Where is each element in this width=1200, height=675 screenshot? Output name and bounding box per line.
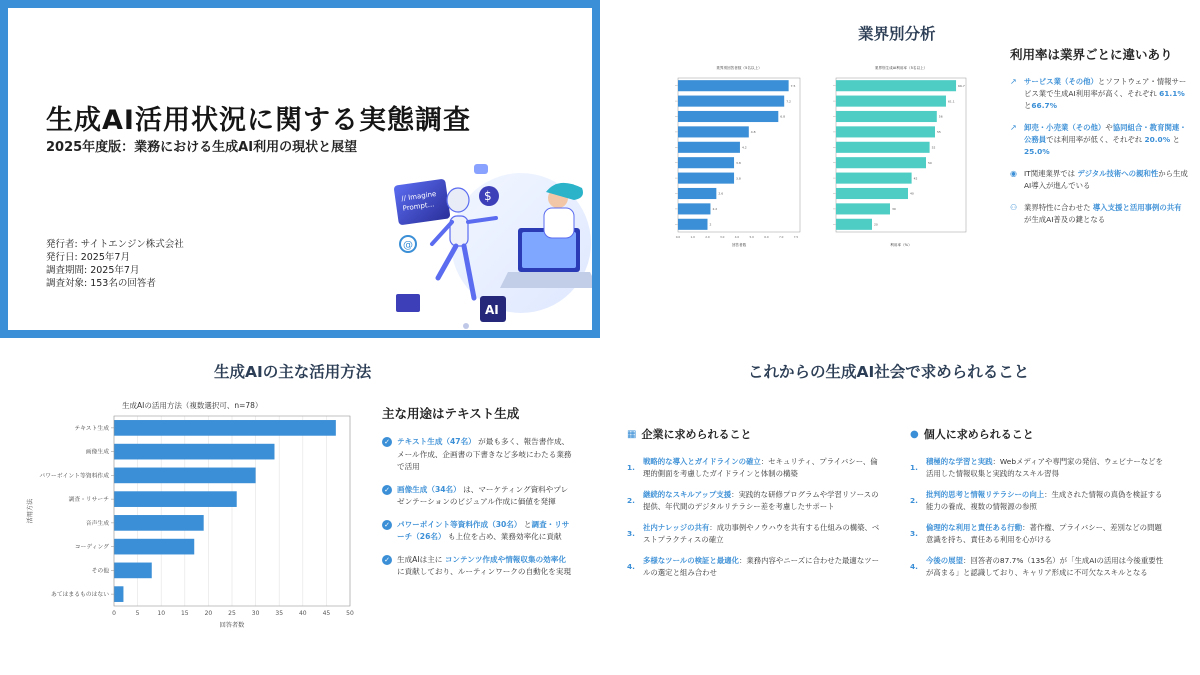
bar [678, 111, 778, 122]
usage-point-text [397, 554, 572, 579]
category-label: テキスト生成 [74, 425, 109, 432]
item-number: 2. [910, 496, 918, 505]
bar [678, 126, 749, 137]
bar [678, 142, 740, 153]
item-body: ：実践的な研修プログラムや学習リソースの提供、年代間のデジタルリテラシー差を考慮したサポート [643, 490, 879, 511]
body-text: は、マーケティング資料やプレゼンテーションのビジュアル作成に価値を発揮 [397, 484, 569, 506]
bar-value-label: 3.8 [736, 160, 741, 165]
bar-value-label: 4.8 [750, 130, 756, 135]
highlight-text: 卸売・小売業（その他） [1024, 123, 1106, 132]
bar-value-label: 50 [928, 160, 932, 165]
bar-value-label: 4.2 [741, 145, 747, 150]
bar-value-label: 30 [892, 207, 896, 212]
body-text: 生成AIは主に [397, 554, 445, 564]
requirement-item [627, 522, 885, 546]
company-heading-label: 企業に求められること [641, 428, 752, 441]
tick-label: 1.0 [690, 235, 695, 239]
body-text: とソフトウェア・情報サービス業 [1024, 77, 1187, 98]
highlight-text: 20.0% [1144, 135, 1171, 144]
usage-point [382, 484, 572, 509]
x-axis-label: 回答者数 [731, 243, 747, 247]
bar-value-label: 66.7 [958, 83, 965, 88]
x-tick-label: 0 [112, 610, 116, 617]
robot-ai-illustration [386, 148, 598, 338]
chart-icon: ↗ [1010, 77, 1017, 86]
survey-target-line: 調査対象: 153名の回答者 [46, 278, 156, 289]
item-text [643, 555, 885, 579]
item-body: ：業務内容やニーズに合わせた最適なツールの選定と組み合わせ [643, 556, 879, 577]
highlight-text: パワーポイント等資料作成（30名） [397, 519, 522, 529]
body-text: と [1024, 101, 1032, 110]
x-tick-label: 30 [251, 610, 260, 617]
industry-analysis-slide [600, 0, 1200, 338]
industry-point-text [1024, 122, 1190, 158]
svg-text:AI: AI [485, 303, 499, 317]
item-heading: 今後の展望 [926, 556, 963, 565]
future-title: これからの生成AI社会で求められること [748, 363, 1030, 381]
bar-value-label: 40 [910, 191, 914, 196]
bar [678, 157, 734, 168]
usage-point [382, 554, 572, 579]
body-text: 業界特性に合わせた [1024, 203, 1093, 212]
publisher-line: 発行者: サイトエンジン株式会社 [46, 239, 184, 250]
item-text [643, 456, 885, 480]
check-circle-icon: ✓ [382, 555, 392, 565]
bar-value-label: 2.6 [718, 191, 724, 196]
item-body: ：回答者の87.7%（135名）が「生成AIの活用は今後重要性が高まる」と認識しており、キャリア形成に不可欠なスキルとなる [926, 556, 1163, 577]
future-requirements-slide [600, 338, 1200, 675]
bar [678, 203, 710, 214]
svg-text:Prompt...: Prompt... [402, 200, 435, 213]
x-tick-label: 5 [135, 610, 140, 617]
x-axis-label: 回答者数 [219, 622, 245, 629]
item-text [926, 522, 1168, 546]
x-tick-label: 10 [157, 610, 166, 617]
bar [836, 80, 956, 91]
category-label: 音声生成 [85, 520, 109, 527]
publish-date-line: 発行日: 2025年7月 [46, 252, 130, 263]
item-body: ：Webメディアや専門家の発信、ウェビナーなどを活用した情報収集と実践的なスキル習得 [926, 457, 1163, 478]
cover-subtitle: 2025年度版：業務における生成AI利用の現状と展望 [46, 140, 358, 155]
tick-label: 4.0 [734, 235, 740, 239]
x-tick-label: 50 [346, 610, 354, 617]
category-label: 調査・リサーチ [68, 497, 109, 504]
cover-title: 生成AI活用状況に関する実態調査 [46, 105, 471, 136]
industry-point [1010, 168, 1190, 192]
body-text: が最も多く、報告書作成、メール作成、企画書の下書きなど多岐にわたる業務で活用 [397, 437, 572, 471]
item-heading: 倫理的な利用と責任ある行動 [926, 523, 1023, 532]
industry-heading: 利用率は業界ごとに違いあり [1010, 47, 1173, 62]
highlight-text: 調査・リサーチ（26名） [397, 519, 570, 541]
individual-list [910, 456, 1168, 579]
item-text [926, 489, 1168, 513]
industry-point-text [1024, 76, 1190, 112]
people-icon: ⚇ [1010, 203, 1018, 212]
highlight-text: 61.1% [1159, 89, 1185, 98]
tick-label: 7.5 [793, 235, 799, 239]
usage-point-text [397, 484, 572, 509]
usage-bar [114, 420, 336, 436]
industry-point [1010, 76, 1190, 112]
building-icon: ▦ [627, 428, 637, 440]
x-tick-label: 15 [180, 610, 189, 617]
industry-points [1010, 76, 1190, 236]
item-number: 2. [627, 496, 635, 505]
usage-title: 生成AIの主な活用方法 [214, 363, 372, 381]
x-tick-label: 45 [322, 610, 331, 617]
bar-value-label: 55 [937, 130, 941, 135]
usage-bar [114, 444, 274, 460]
body-text: も上位を占め、業務効率化に貢献 [445, 532, 562, 541]
item-text [926, 456, 1168, 480]
body-text: に貢献しており、ルーティンワークの自動化を実現 [397, 567, 572, 576]
item-number: 4. [627, 562, 635, 571]
y-axis-label: 活用方法 [27, 498, 34, 524]
person-icon: ● [910, 428, 919, 440]
bulb-icon: ◉ [1010, 169, 1017, 178]
item-body: ：セキュリティ、プライバシー、倫理的側面を考慮したガイドラインと体制の構築 [643, 457, 878, 478]
item-number: 1. [910, 463, 918, 472]
item-number: 4. [910, 562, 918, 571]
x-tick-label: 25 [228, 610, 236, 617]
highlight-text: コンテンツ作成や情報収集の効率化 [444, 554, 566, 564]
requirement-item [910, 555, 1168, 579]
bar-value-label: 2.2 [712, 207, 718, 212]
bar [836, 188, 908, 199]
item-text [643, 522, 885, 546]
bar [678, 219, 708, 230]
highlight-text: 導入支援と活用事例の共有 [1092, 203, 1182, 212]
tick-label: 2.0 [705, 235, 710, 239]
item-number: 3. [627, 529, 635, 538]
item-heading: 積極的な学習と実践 [926, 457, 993, 466]
body-text: と [521, 519, 532, 529]
industry-title: 業界別分析 [858, 25, 936, 43]
prompt-card [393, 179, 450, 226]
bar [836, 96, 946, 107]
bar-value-label: 7.2 [786, 99, 791, 104]
bar-value-label: 56 [938, 114, 943, 119]
chart-icon: ↗ [1010, 123, 1017, 132]
industry-usage-rate-chart [828, 60, 974, 260]
highlight-text: 25.0% [1024, 147, 1050, 156]
requirement-item [627, 489, 885, 513]
usage-point-text [397, 519, 572, 544]
ai-chip [480, 296, 506, 322]
tick-label: 0.0 [675, 235, 681, 239]
company-requirements [627, 426, 885, 588]
svg-text:@: @ [403, 240, 413, 251]
svg-text:// Imagine: // Imagine [400, 189, 437, 203]
bar [836, 203, 890, 214]
check-circle-icon: ✓ [382, 485, 392, 495]
tick-label: 7.0 [779, 235, 784, 239]
body-text: では利用率が低く、それぞれ [1046, 135, 1145, 144]
usage-methods-slide [0, 338, 600, 675]
usage-bar [114, 586, 123, 602]
bar-value-label: 52 [931, 145, 936, 150]
bar-value-label: 20 [874, 222, 878, 227]
category-label: あてはまるものはない [51, 592, 109, 599]
usage-point-text [397, 436, 572, 474]
survey-period-line: 調査期間: 2025年7月 [46, 265, 140, 276]
item-number: 3. [910, 529, 918, 538]
check-circle-icon: ✓ [382, 520, 392, 530]
individual-requirements [910, 426, 1168, 588]
cover-meta [46, 238, 184, 290]
body-text: IT関連業界では [1024, 169, 1078, 178]
usage-methods-chart [22, 398, 362, 638]
highlight-text: テキスト生成（47名） [397, 437, 476, 446]
bar [678, 173, 734, 184]
bar-value-label: 42 [913, 176, 918, 181]
usage-points [382, 436, 572, 589]
bar-value-label: 3.8 [736, 176, 741, 181]
bar-value-label: 2 [709, 222, 712, 227]
highlight-text: 66.7% [1031, 101, 1058, 110]
item-body: ：著作権、プライバシー、差別などの問題意識を持ち、責任ある利用を心がける [926, 523, 1162, 544]
bar [678, 96, 784, 107]
individual-heading [910, 426, 1168, 442]
industry-point [1010, 202, 1190, 226]
usage-heading: 主な用途はテキスト生成 [382, 406, 520, 421]
body-text: と [1170, 135, 1180, 144]
usage-bar [114, 563, 152, 579]
highlight-text: 協同組合・教育関連・公務員 [1024, 123, 1187, 144]
usage-point [382, 436, 572, 474]
body-text: が生成AI普及の鍵となる [1024, 215, 1106, 224]
cover-slide [0, 0, 600, 338]
industry-point-text [1024, 168, 1190, 192]
highlight-text: デジタル技術への親和性 [1077, 169, 1159, 178]
body-text: や [1105, 123, 1113, 132]
requirement-item [910, 522, 1168, 546]
usage-bar [114, 515, 204, 531]
chart-title: 生成AIの活用方法（複数選択可、n=78） [122, 401, 263, 410]
requirement-item [627, 555, 885, 579]
bar [836, 219, 872, 230]
bar [836, 173, 912, 184]
individual-heading-label: 個人に求められること [923, 428, 1034, 441]
item-heading: 多様なツールの検証と最適化 [643, 556, 739, 565]
company-heading [627, 426, 885, 442]
item-number: 1. [627, 463, 635, 472]
mini-chart-title: 業界別生成AI利用率（5名以上） [874, 66, 928, 70]
bar-value-label: 6.8 [780, 114, 786, 119]
bar [678, 188, 716, 199]
item-text [926, 555, 1168, 579]
bar [678, 80, 789, 91]
x-axis-label: 利用率（%） [890, 243, 912, 247]
requirement-item [910, 489, 1168, 513]
bar [836, 126, 935, 137]
industry-respondents-chart [670, 60, 808, 260]
tick-label: 5.0 [749, 235, 754, 239]
x-tick-label: 35 [275, 610, 284, 617]
bar-value-label: 7.5 [790, 83, 796, 88]
highlight-text: 画像生成（34名） [397, 484, 461, 494]
item-heading: 社内ナレッジの共有 [643, 523, 710, 532]
bar [836, 157, 926, 168]
bar [836, 111, 937, 122]
tick-label: 3.0 [720, 235, 725, 239]
check-circle-icon: ✓ [382, 437, 392, 447]
item-heading: 継続的なスキルアップ支援 [643, 490, 732, 499]
industry-point [1010, 122, 1190, 158]
tick-label: 6.0 [764, 235, 769, 239]
usage-point [382, 519, 572, 544]
industry-point-text [1024, 202, 1190, 226]
item-text [643, 489, 885, 513]
usage-bar [114, 539, 194, 555]
mini-chart-title: 業界別回答者数（5名以上） [716, 66, 762, 70]
category-label: パワーポイント等資料作成 [39, 473, 109, 480]
x-tick-label: 20 [204, 610, 213, 617]
svg-text:$: $ [484, 189, 492, 203]
body-text: から生成AI導入が進んでいる [1024, 169, 1188, 190]
usage-bar [114, 491, 237, 507]
company-list [627, 456, 885, 579]
bar-value-label: 61.1 [947, 99, 955, 104]
category-label: 画像生成 [85, 449, 109, 456]
highlight-text: サービス業（その他） [1024, 77, 1098, 86]
x-tick-label: 40 [298, 610, 307, 617]
category-label: コーディング [74, 544, 109, 551]
requirement-item [910, 456, 1168, 480]
item-heading: 批判的思考と情報リテラシーの向上 [926, 490, 1045, 499]
item-body: ：成功事例やノウハウを共有する仕組みの構築、ベストプラクティスの確立 [643, 523, 880, 544]
item-body: ：生成された情報の真偽を検証する能力の養成、複数の情報源の参照 [926, 490, 1163, 511]
body-text: で生成AI利用率が高く、それぞれ [1046, 89, 1160, 98]
usage-bar [114, 468, 256, 484]
bar [836, 142, 930, 153]
category-label: その他 [91, 568, 109, 575]
item-heading: 戦略的な導入とガイドラインの確立 [643, 457, 761, 466]
requirement-item [627, 456, 885, 480]
